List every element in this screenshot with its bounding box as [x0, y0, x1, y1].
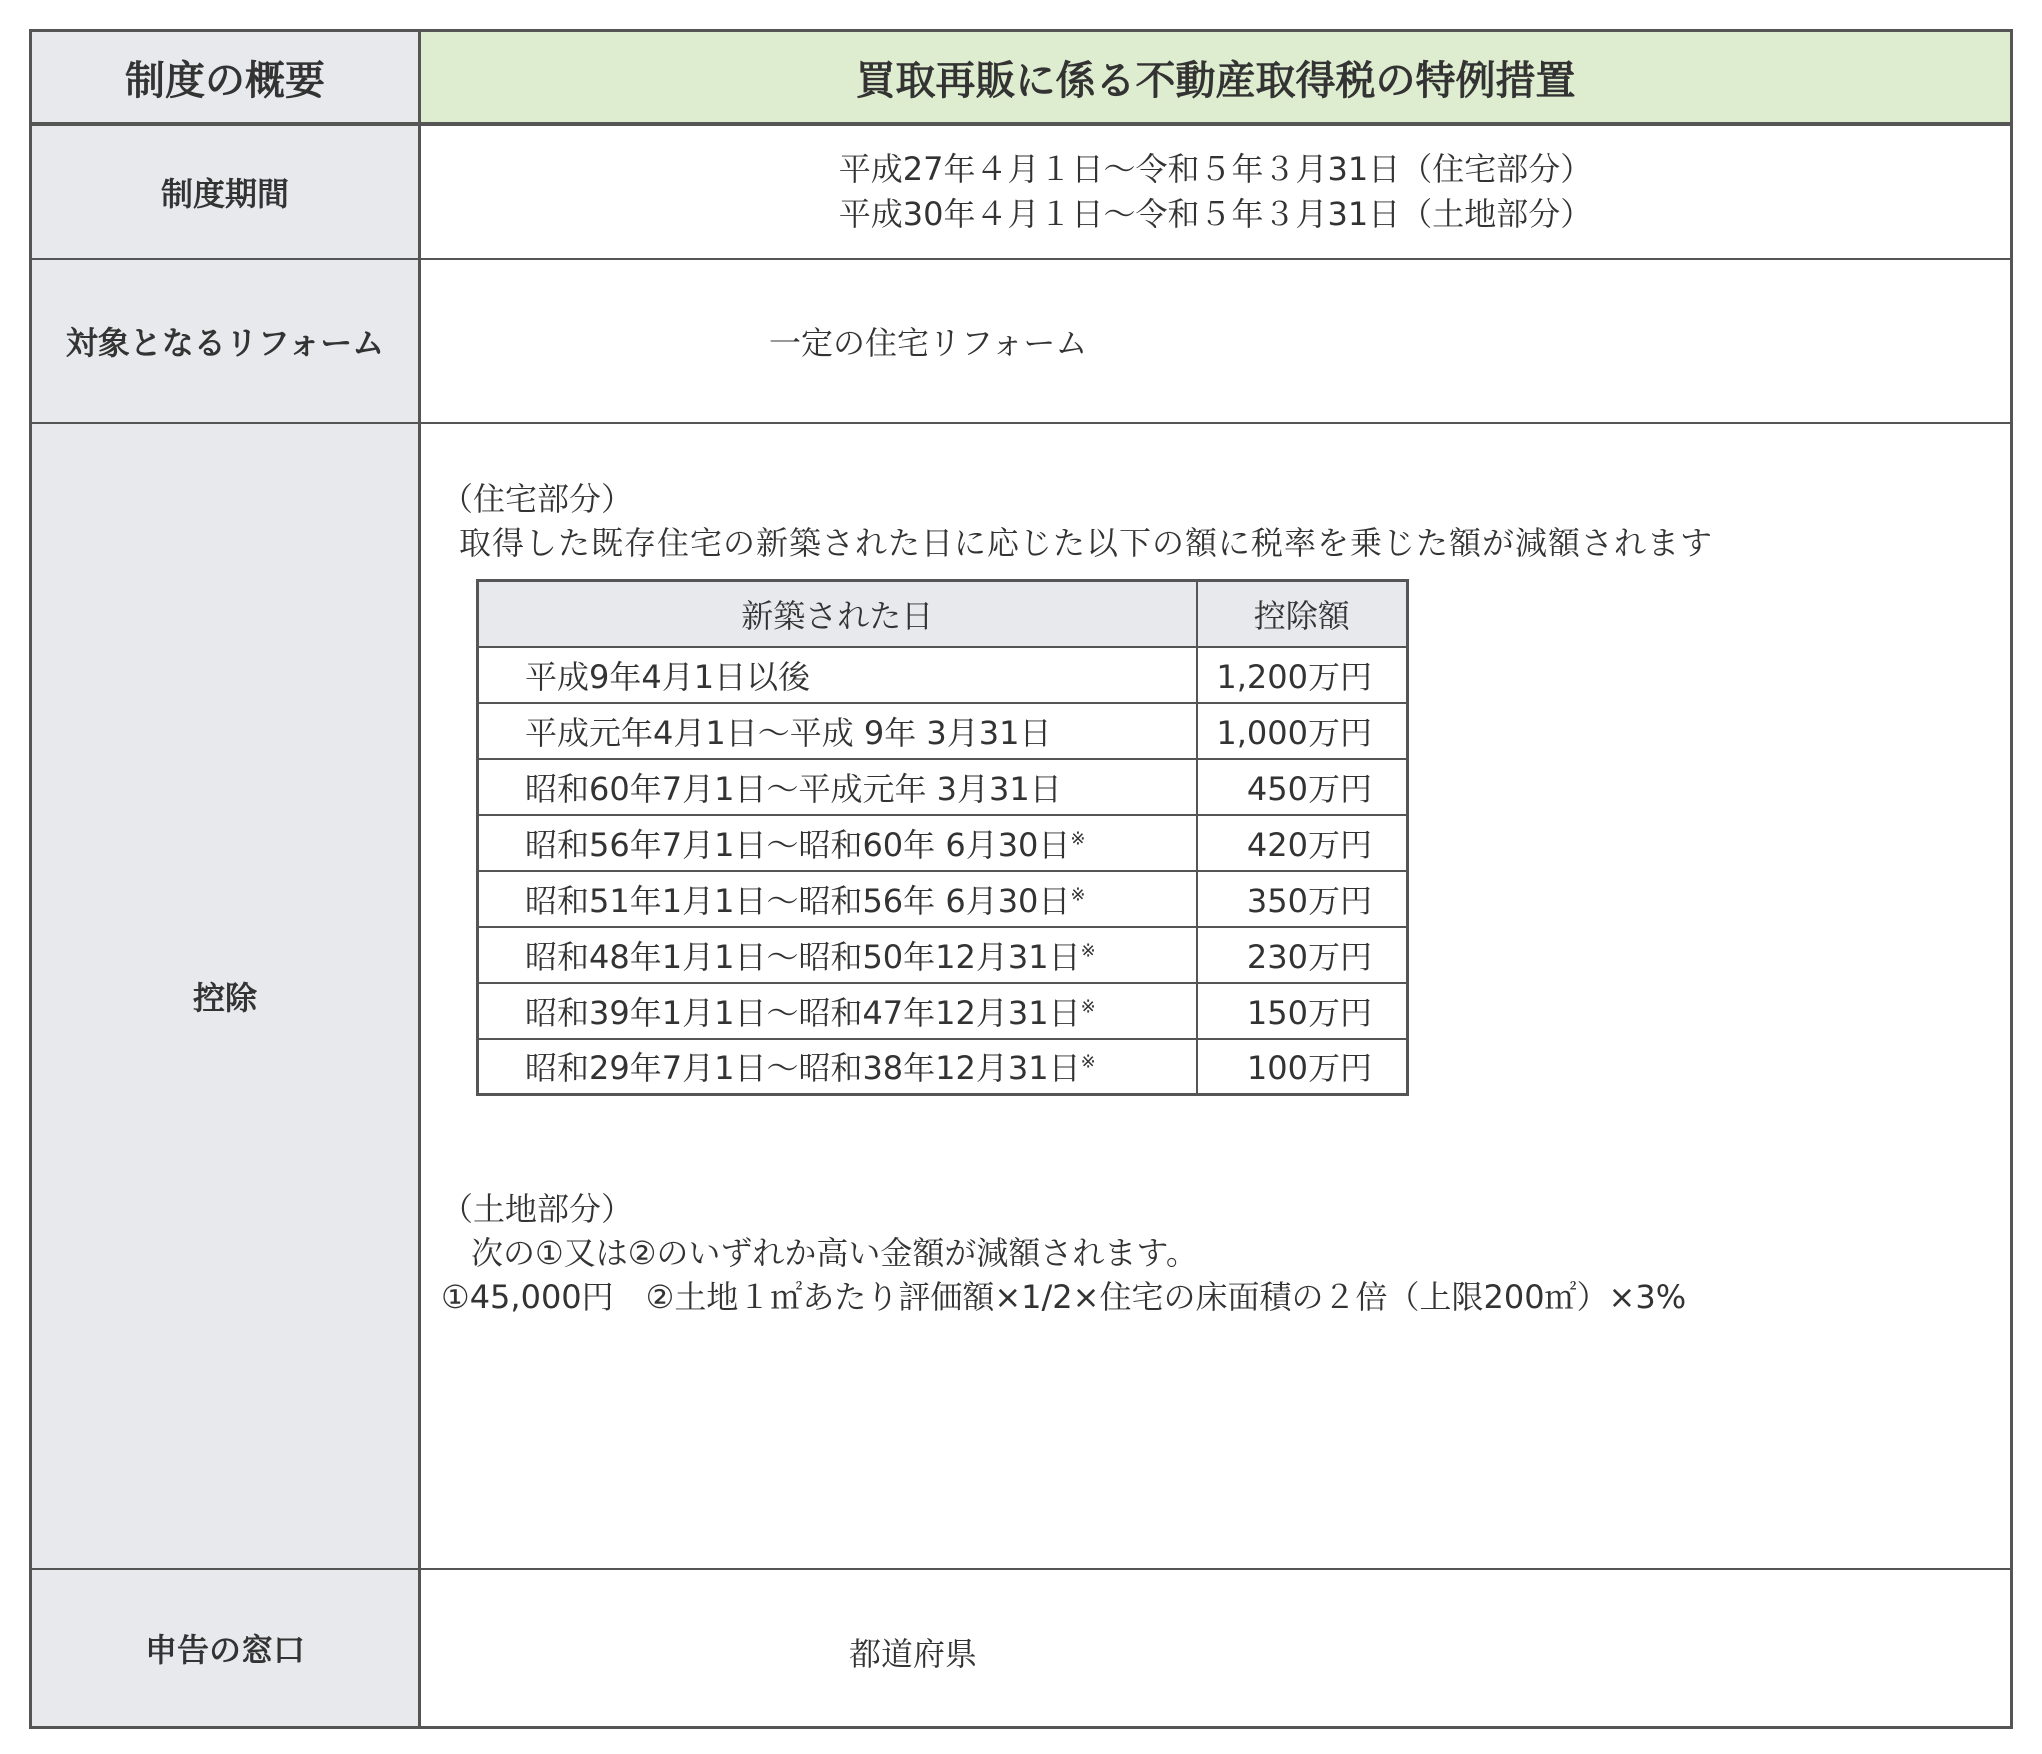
period-line-housing: 平成27年４月１日～令和５年３月31日（住宅部分）: [838, 150, 1593, 188]
table-row: [478, 703, 1408, 759]
reform-label: 対象となるリフォーム: [32, 260, 421, 422]
build-date-cell: [478, 647, 1197, 703]
summary-table: [29, 29, 2013, 1729]
build-date-text: 平成元年4月1日～平成 9年 3月31日: [525, 713, 1052, 752]
build-date-cell: [478, 1039, 1197, 1095]
table-body: [478, 647, 1408, 1095]
column-header-deduction: 控除額: [1197, 581, 1408, 647]
deduction-amount-cell: 150万円: [1197, 983, 1408, 1039]
land-text: 次の①又は②のいずれか高い金額が減額されます。: [471, 1234, 1198, 1272]
table-title: 買取再販に係る不動産取得税の特例措置: [421, 32, 2010, 122]
deduction-amount-cell: 450万円: [1197, 759, 1408, 815]
period-cell: [421, 126, 2010, 258]
build-date-text: 昭和51年1月1日～昭和56年 6月30日: [525, 881, 1071, 920]
build-date-text: 昭和60年7月1日～平成元年 3月31日: [525, 769, 1062, 808]
note-mark: ※: [1080, 995, 1096, 1017]
note-mark: ※: [1070, 827, 1086, 849]
build-date-text: 平成9年4月1日以後: [525, 657, 811, 696]
build-date-cell: [478, 871, 1197, 927]
deduction-amount-cell: 100万円: [1197, 1039, 1408, 1095]
column-header-build-date: 新築された日: [478, 581, 1197, 647]
note-mark: ※: [1080, 1051, 1096, 1073]
build-date-cell: [478, 759, 1197, 815]
period-line-land: 平成30年４月１日～令和５年３月31日（土地部分）: [838, 195, 1593, 233]
office-value: 都道府県: [849, 1635, 978, 1673]
build-date-cell: [478, 983, 1197, 1039]
build-date-cell: [478, 703, 1197, 759]
deduction-label: 控除: [32, 424, 421, 1568]
table-row: [478, 759, 1408, 815]
deduction-amount-cell: 350万円: [1197, 871, 1408, 927]
reform-cell: [421, 260, 2010, 422]
office-cell: [421, 1570, 2010, 1726]
build-date-text: 昭和39年1月1日～昭和47年12月31日: [525, 993, 1081, 1032]
housing-heading: （住宅部分）: [441, 480, 634, 518]
deduction-amount-cell: 230万円: [1197, 927, 1408, 983]
build-date-cell: [478, 927, 1197, 983]
note-mark: ※: [1080, 939, 1096, 961]
reform-value: 一定の住宅リフォーム: [769, 324, 1088, 362]
period-label: 制度期間: [32, 126, 421, 258]
build-date-text: 昭和29年7月1日～昭和38年12月31日: [525, 1049, 1081, 1088]
header-left-label: 制度の概要: [32, 32, 421, 122]
table-row: [478, 983, 1408, 1039]
note-mark: ※: [1070, 883, 1086, 905]
deduction-amount-cell: 420万円: [1197, 815, 1408, 871]
table-row: [478, 815, 1408, 871]
table-header-row: [478, 581, 1408, 647]
table-row: [478, 647, 1408, 703]
land-formula: ①45,000円 ②土地１㎡あたり評価額×1/2×住宅の床面積の２倍（上限200㎡）×3%: [441, 1278, 1687, 1316]
housing-text: 取得した既存住宅の新築された日に応じた以下の額に税率を乗じた額が減額されます: [459, 524, 1714, 562]
land-heading: （土地部分）: [441, 1190, 634, 1228]
deduction-amount-cell: 1,000万円: [1197, 703, 1408, 759]
deduction-cell: [421, 424, 2010, 1568]
office-label: 申告の窓口: [32, 1570, 421, 1726]
table-row: [478, 871, 1408, 927]
table-row: [478, 1039, 1408, 1095]
deduction-amount-table: [476, 579, 1409, 1096]
build-date-text: 昭和56年7月1日～昭和60年 6月30日: [525, 825, 1071, 864]
build-date-cell: [478, 815, 1197, 871]
build-date-text: 昭和48年1月1日～昭和50年12月31日: [525, 937, 1081, 976]
table-row: [478, 927, 1408, 983]
deduction-amount-cell: 1,200万円: [1197, 647, 1408, 703]
